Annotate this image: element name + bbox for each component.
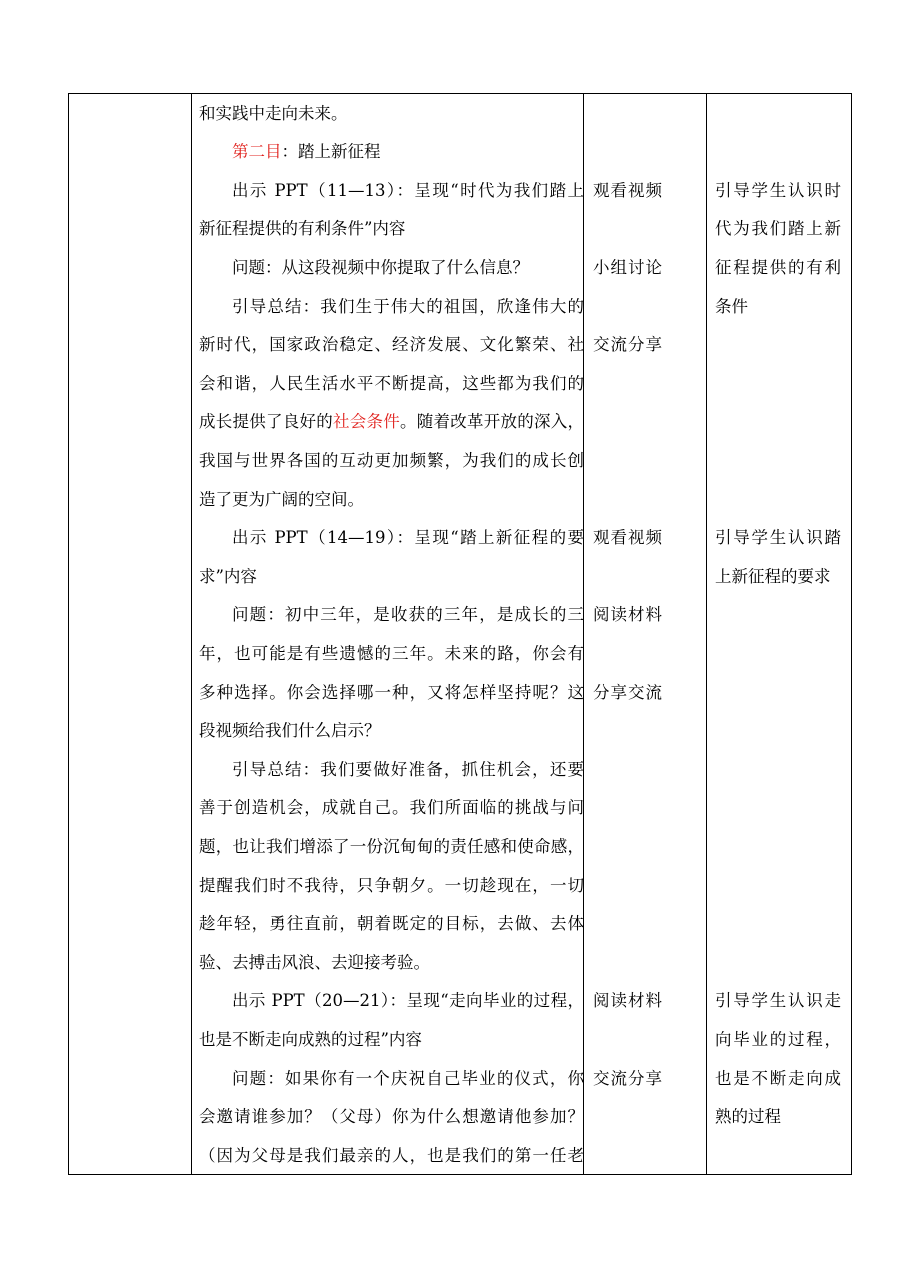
content-line: 会和谐，人民生活水平不断提高，这些都为我们的 <box>199 373 584 393</box>
column-divider <box>706 94 707 1174</box>
activity-item: 观看视频 <box>593 180 663 200</box>
activity-item: 分享交流 <box>593 682 663 702</box>
content-line: 问题：如果你有一个庆祝自己毕业的仪式，你 <box>232 1068 584 1088</box>
activity-item: 观看视频 <box>593 528 663 548</box>
content-text: 成长提供了良好的 <box>199 412 333 432</box>
intent-line: 引导学生认识踏 <box>715 528 841 548</box>
activity-item: 小组讨论 <box>593 257 663 277</box>
content-line <box>199 403 584 442</box>
section-label: 第二目 <box>232 142 282 162</box>
lesson-plan-table <box>68 93 852 1175</box>
content-line: 出示 PPT（11—13）：呈现“时代为我们踏上 <box>232 180 584 200</box>
content-line: 和实践中走向未来。 <box>199 103 348 123</box>
content-line: 会邀请谁参加？（父母）你为什么想邀请他参加？ <box>199 1107 584 1127</box>
content-line: 问题：初中三年，是收获的三年，是成长的三 <box>232 605 584 625</box>
section-heading <box>199 133 584 172</box>
content-line: 段视频给我们什么启示？ <box>199 721 381 741</box>
intent-line: 熟的过程 <box>715 1107 781 1127</box>
highlighted-term: 社会条件 <box>333 412 400 432</box>
content-line: 引导总结：我们生于伟大的祖国，欣逢伟大的 <box>232 296 584 316</box>
content-line: 我国与世界各国的互动更加频繁，为我们的成长创 <box>199 450 584 470</box>
content-line: 求”内容 <box>199 566 257 586</box>
content-line: 问题：从这段视频中你提取了什么信息？ <box>232 257 529 277</box>
content-line: 多种选择。你会选择哪一种，又将怎样坚持呢？这 <box>199 682 584 702</box>
content-line: 年，也可能是有些遗憾的三年。未来的路，你会有 <box>199 643 584 663</box>
content-line: 题，也让我们增添了一份沉甸甸的责任感和使命感， <box>199 836 584 856</box>
intent-line: 引导学生认识时 <box>715 180 841 200</box>
intent-line: 引导学生认识走 <box>715 991 841 1011</box>
content-line: 趁年轻，勇往直前，朝着既定的目标，去做、去体 <box>199 914 584 934</box>
content-line: 新征程提供的有利条件”内容 <box>199 219 406 239</box>
content-line: 也是不断走向成熟的过程”内容 <box>199 1029 422 1049</box>
content-line: 引导总结：我们要做好准备，抓住机会，还要 <box>232 759 584 779</box>
content-line: 善于创造机会，成就自己。我们所面临的挑战与问 <box>199 798 584 818</box>
content-line: 提醒我们时不我待，只争朝夕。一切趁现在，一切 <box>199 875 584 895</box>
intent-line: 条件 <box>715 296 748 316</box>
section-title: ：踏上新征程 <box>281 142 381 162</box>
content-line: （因为父母是我们最亲的人，也是我们的第一任老 <box>199 1145 584 1165</box>
activity-item: 阅读材料 <box>593 991 663 1011</box>
intent-line: 向毕业的过程， <box>715 1029 841 1049</box>
activity-item: 交流分享 <box>593 1068 663 1088</box>
activity-item: 交流分享 <box>593 335 663 355</box>
content-line: 验、去搏击风浪、去迎接考验。 <box>199 952 430 972</box>
content-line: 出示 PPT（20—21）：呈现“走向毕业的过程， <box>232 991 584 1011</box>
activity-item: 阅读材料 <box>593 605 663 625</box>
content-line: 出示 PPT（14—19）：呈现“踏上新征程的要 <box>232 528 584 548</box>
content-line: 造了更为广阔的空间。 <box>199 489 364 509</box>
intent-line: 征程提供的有利 <box>715 257 841 277</box>
intent-line: 代为我们踏上新 <box>715 219 841 239</box>
column-divider <box>191 94 192 1174</box>
content-line: 新时代，国家政治稳定、经济发展、文化繁荣、社 <box>199 335 584 355</box>
intent-line: 上新征程的要求 <box>715 566 831 586</box>
intent-line: 也是不断走向成 <box>715 1068 841 1088</box>
content-text: 。随着改革开放的深入， <box>400 412 584 432</box>
